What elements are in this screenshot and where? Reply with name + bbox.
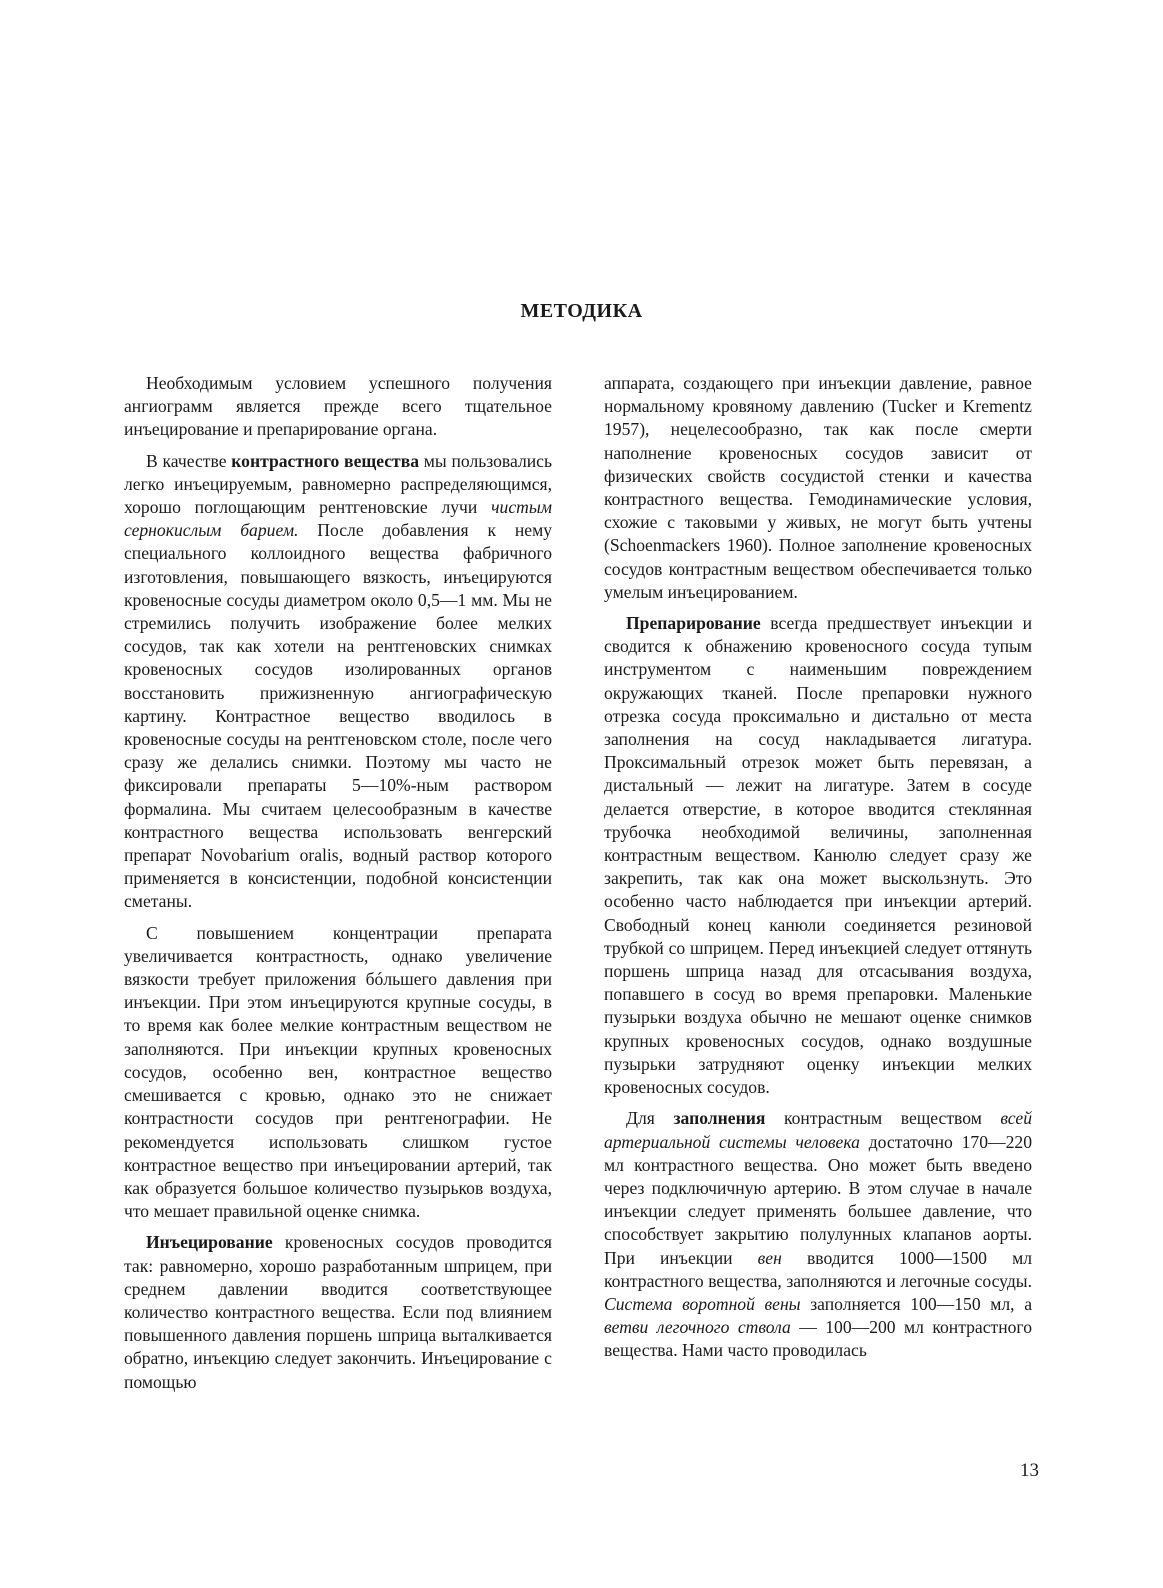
italic-term: вен: [757, 1247, 782, 1268]
text-run: — 100—200 мл контрастного вещества. Нами часто проводилась: [604, 1317, 1032, 1361]
text-run: заполняется 100—150 мл, а: [800, 1293, 1033, 1314]
bold-term: Препарирование: [626, 613, 761, 634]
italic-term: чистым сернокислым барием.: [124, 497, 552, 541]
right-column: [604, 372, 1032, 1371]
text-run: В качестве: [146, 450, 232, 471]
italic-term: Система воротной вены: [604, 1293, 801, 1314]
text-run: достаточно 170—220 мл контрастного вещества. Оно может быть введено через подключичную артерию. В этом случае в начале инъекции следует применять большее давление, что способствует закрытию полулунных клапанов аорты. При инъекции: [604, 1131, 1032, 1268]
text-run: кровеносных сосудов проводится так: равномерно, хорошо разработанным шприцем, при среднем давлении вводится соответствующее количество контрастного вещества. Если под влиянием повышенного давления поршень шприца выталкивается обратно, инъекцию следует закончить. Инъецирование с помощью: [124, 1232, 552, 1392]
paragraph: [604, 612, 1032, 1099]
paragraph: [604, 1107, 1032, 1362]
page-number: 13: [1020, 1460, 1039, 1481]
text-run: вводится 1000—1500 мл контрастного вещества, заполняются и легочные сосуды.: [604, 1247, 1032, 1291]
left-column: [124, 372, 552, 1402]
text-run: контрастным веществом: [765, 1108, 1001, 1129]
text-run: Для: [626, 1108, 674, 1129]
paragraph: аппарата, создающего при инъекции давление, равное нормальному кровяному давлению (Tucker и Krementz 1957), нецелесообразно, так как после смерти наполнение кровеносных сосудов зависит от физических свойств сосудистой стенки и качества контрастного вещества. Гемодинамические условия, схожие с таковыми у живых, не могут быть учтены (Schoenmackers 1960). Полное заполнение кровеносных сосудов контрастным веществом обеспечивается только умелым инъецированием.: [604, 373, 1032, 602]
bold-term: заполнения: [673, 1108, 766, 1129]
bold-term: Инъецирование: [146, 1232, 273, 1253]
bold-term: контрастного вещества: [231, 450, 419, 471]
italic-term: ветви легочного ствола: [604, 1317, 791, 1338]
paragraph: С повышением концентрации препарата увеличивается контрастность, однако увеличение вязкости требует приложения бóльшего давления при инъекции. При этом инъецируются крупные сосуды, в то время как более мелкие контрастным веществом не заполняются. При инъекции крупных кровеносных сосудов, особенно вен, контрастное вещество смешивается с кровью, однако это не снижает контрастности сосудов при рентгенографии. Не рекомендуется использовать слишком густое контрастное вещество при инъецировании артерий, так как образуется большое количество пузырьков воздуха, что мешает правильной оценке снимка.: [124, 922, 552, 1222]
italic-term: всей артериальной системы человека: [604, 1108, 1032, 1152]
paragraph: [124, 450, 552, 914]
paragraph: [124, 1231, 552, 1393]
text-run: всегда предшествует инъекции и сводится к обнажению кровеносного сосуда тупым инструментом с наименьшим повреждением окружающих тканей. После препаровки нужного отрезка сосуда проксимально и дистально от места заполнения на сосуд накладывается лигатура. Проксимальный отрезок может быть перевязан, а дистальный — лежит на лигатуре. Затем в сосуде делается отверстие, в которое вводится стеклянная трубочка необходимой величины, заполненная контрастным веществом. Канюлю следует сразу же закрепить, так как она может выскользнуть. Это особенно часто наблюдается при инъекции артерий. Свободный конец канюли соединяется резиновой трубкой со шприцем. Перед инъекцией следует оттянуть поршень шприца назад для отсасывания воздуха, попавшего в сосуд во время препаровки. Маленькие пузырьки воздуха обычно не мешают оценке снимков крупных кровеносных сосудов, однако воздушные пузырьки затрудняют оценку инъекции мелких кровеносных сосудов.: [604, 613, 1032, 1098]
paragraph: Необходимым условием успешного получения ангиограмм является прежде всего тщательное инъецирование и препарирование органа.: [124, 373, 552, 440]
text-run: После добавления к нему специального коллоидного вещества фабричного изготовления, повышающего вязкость, инъецируются кровеносные сосуды диаметром около 0,5—1 мм. Мы не стремились получить изображение более мелких сосудов, так как хотели на рентгеновских снимках кровеносных сосудов изолированных органов восстановить прижизненную ангиографическую картину. Контрастное вещество вводилось в кровеносные сосуды на рентгеновском столе, после чего сразу же делались снимки. Поэтому мы часто не фиксировали препараты 5—10%-ным раствором формалина. Мы считаем целесообразным в качестве контрастного вещества использовать венгерский препарат Novobarium oralis, водный раствор которого применяется в консистенции, подобной консистенции сметаны.: [124, 520, 552, 912]
page-title: МЕТОДИКА: [520, 300, 643, 322]
text-run: мы пользовались легко инъецируемым, равномерно распределяющимся, хорошо поглощающим рентгеновские лучи: [124, 450, 552, 518]
